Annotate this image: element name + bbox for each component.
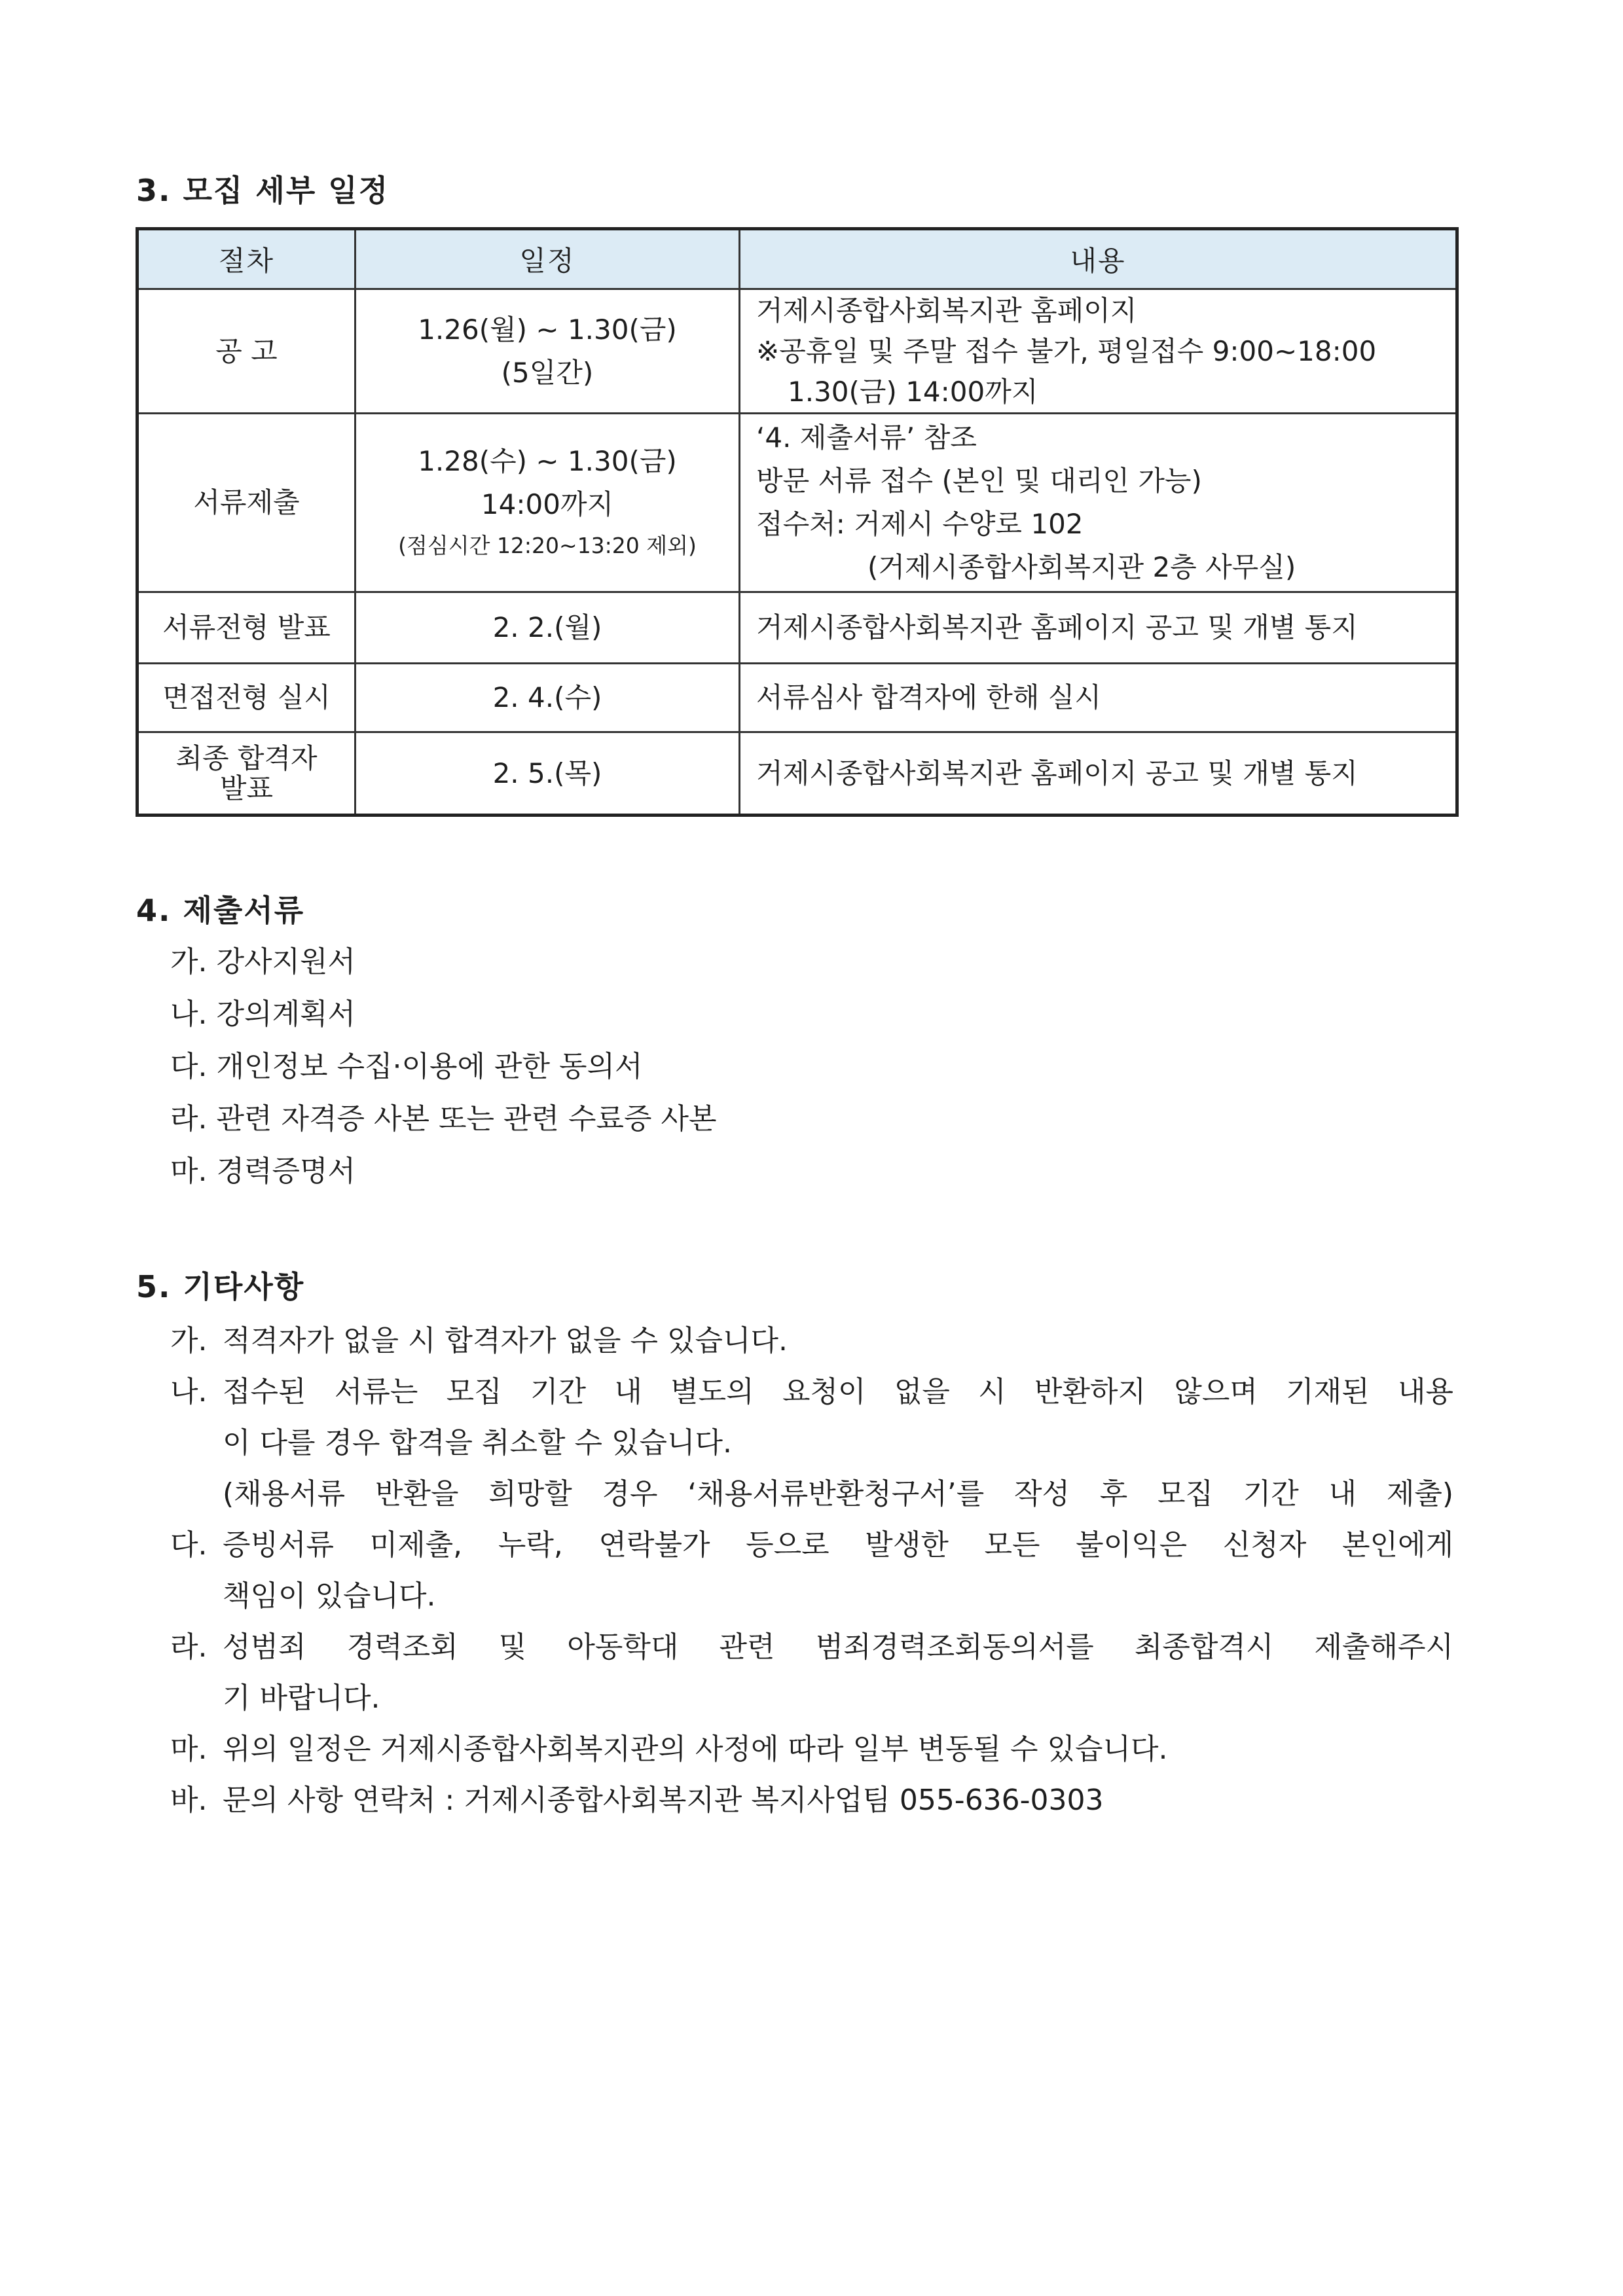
cell-step	[137, 592, 356, 664]
cell-text: (5일간)	[501, 356, 594, 389]
list-marker: 마.	[170, 1732, 208, 1766]
list-marker: 라.	[170, 1630, 208, 1664]
cell-content	[740, 414, 1457, 592]
cell-text: 방문 서류 접수 (본인 및 대리인 가능)	[756, 465, 1202, 497]
list-item-text: 접수된 서류는 모집 기간 내 별도의 요청이 없을 시 반환하지 않으며 기재된 내용	[223, 1375, 1453, 1408]
list-item: 다. 개인정보 수집·이용에 관한 동의서	[170, 1050, 643, 1083]
list-item-text: 위의 일정은 거제시종합사회복지관의 사정에 따라 일부 변동될 수 있습니다.	[223, 1732, 1168, 1766]
list-item: 라. 관련 자격증 사본 또는 관련 수료증 사본	[170, 1102, 717, 1136]
section-5-title: 5. 기타사항	[136, 1269, 305, 1304]
schedule-header-row	[137, 229, 1457, 289]
list-item: 가. 강사지원서	[170, 945, 356, 978]
cell-content	[740, 592, 1457, 664]
list-item	[170, 1622, 1453, 1724]
list-item-text: 증빙서류 미제출, 누락, 연락불가 등으로 발생한 모든 불이익은 신청자 본인에게	[223, 1528, 1453, 1562]
cell-text: 2. 4.(수)	[492, 681, 602, 713]
cell-date	[356, 732, 740, 816]
cell-text: 1.28(수) ~ 1.30(금)	[418, 445, 677, 477]
cell-step	[137, 664, 356, 732]
cell-step	[137, 732, 356, 816]
list-item-text: 기 바랍니다.	[223, 1681, 380, 1715]
cell-date	[356, 592, 740, 664]
list-item-text: 성범죄 경력조회 및 아동학대 관련 범죄경력조회동의서를 최종합격시 제출해주시	[223, 1630, 1453, 1664]
list-marker: 다.	[170, 1528, 208, 1562]
section-4-title: 4. 제출서류	[136, 893, 305, 928]
cell-text: 1.30(금) 14:00까지	[788, 375, 1038, 408]
cell-text: 접수처: 거제시 수양로 102	[756, 508, 1084, 540]
table-row	[137, 289, 1457, 414]
cell-step	[137, 289, 356, 414]
list-item	[170, 1316, 1453, 1367]
cell-content	[740, 732, 1457, 816]
other-notes-list	[170, 1316, 1453, 1826]
list-item-text: 이 다를 경우 합격을 취소할 수 있습니다.	[223, 1426, 732, 1460]
schedule-table	[136, 227, 1459, 817]
cell-text: 서류제출	[193, 486, 300, 518]
submission-documents-list	[170, 936, 716, 1198]
cell-text: 거제시종합사회복지관 홈페이지 공고 및 개별 통지	[756, 611, 1358, 643]
table-row	[137, 592, 1457, 664]
list-item	[170, 1367, 1453, 1520]
header-step: 절차	[137, 229, 356, 289]
cell-content	[740, 289, 1457, 414]
section-3-title: 3. 모집 세부 일정	[136, 173, 390, 208]
cell-text: 2. 2.(월)	[492, 611, 602, 643]
table-row	[137, 414, 1457, 592]
list-item-text: 적격자가 없을 시 합격자가 없을 수 있습니다.	[223, 1324, 788, 1357]
cell-text: 14:00까지	[481, 488, 614, 520]
list-item-text: (채용서류 반환을 희망할 경우 ‘채용서류반환청구서’를 작성 후 모집 기간 내 제출)	[223, 1477, 1453, 1511]
cell-text: 1.26(월) ~ 1.30(금)	[418, 313, 677, 346]
cell-text: (점심시간 12:20~13:20 제외)	[398, 533, 697, 558]
list-item: 마. 경력증명서	[170, 1155, 356, 1188]
table-row	[137, 664, 1457, 732]
list-item: 나. 강의계획서	[170, 997, 356, 1031]
list-item	[170, 1775, 1453, 1826]
cell-text: 서류심사 합격자에 한해 실시	[756, 681, 1101, 713]
list-item	[170, 1520, 1453, 1622]
cell-date	[356, 414, 740, 592]
cell-text: 공 고	[215, 334, 278, 367]
cell-text: 서류전형 발표	[162, 611, 331, 643]
cell-text: ‘4. 제출서류’ 참조	[756, 422, 977, 454]
list-marker: 나.	[170, 1375, 208, 1408]
list-marker: 가.	[170, 1324, 208, 1357]
list-item-text: 문의 사항 연락처 : 거제시종합사회복지관 복지사업팀 055-636-0303	[223, 1784, 1104, 1817]
list-marker: 바.	[170, 1784, 208, 1817]
cell-text: 최종 합격자	[175, 742, 318, 774]
list-item	[170, 1724, 1453, 1775]
cell-date	[356, 664, 740, 732]
cell-content	[740, 664, 1457, 732]
cell-text: 거제시종합사회복지관 홈페이지	[756, 294, 1137, 327]
cell-text: 2. 5.(목)	[492, 757, 602, 789]
cell-text: 면접전형 실시	[162, 681, 331, 713]
cell-step	[137, 414, 356, 592]
cell-text: 발표	[219, 772, 274, 804]
cell-text: (거제시종합사회복지관 2층 사무실)	[867, 551, 1296, 583]
table-row	[137, 732, 1457, 816]
cell-date	[356, 289, 740, 414]
cell-text: ※공휴일 및 주말 접수 불가, 평일접수 9:00~18:00	[756, 334, 1377, 367]
header-content: 내용	[740, 229, 1457, 289]
header-date: 일정	[356, 229, 740, 289]
cell-text: 거제시종합사회복지관 홈페이지 공고 및 개별 통지	[756, 757, 1358, 789]
list-item-text: 책임이 있습니다.	[223, 1579, 436, 1613]
